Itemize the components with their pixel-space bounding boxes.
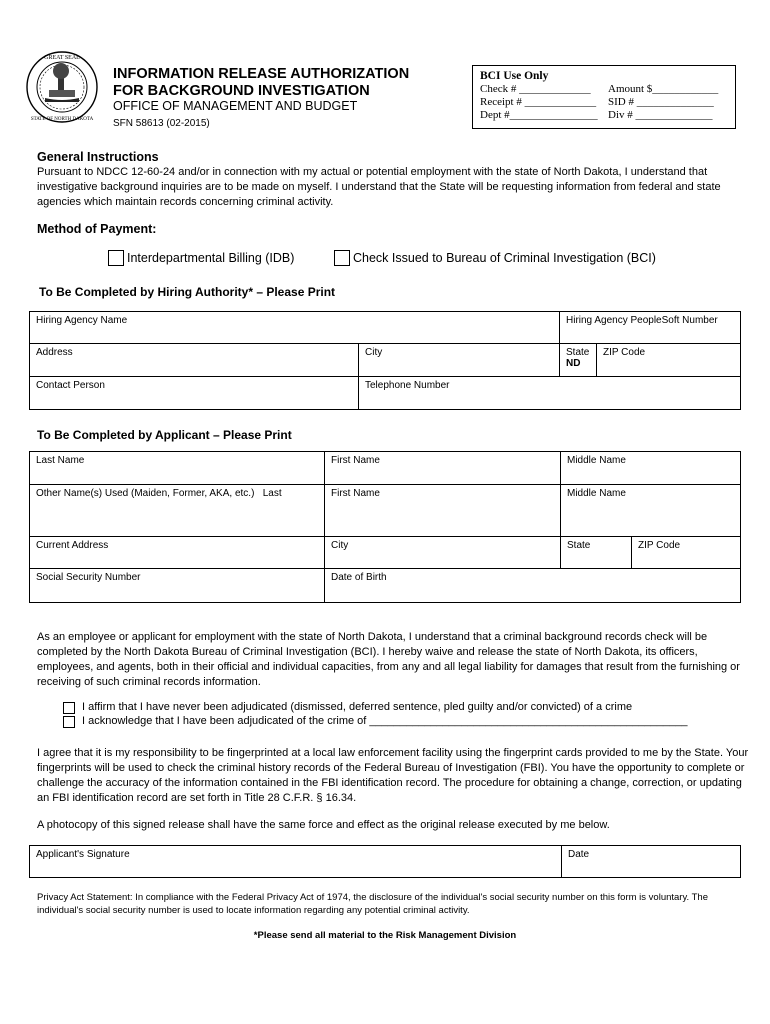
bci-dept-field[interactable]: Dept #________________ (480, 109, 598, 121)
hiring-city-field[interactable]: City (359, 344, 560, 377)
applicant-state-field[interactable]: State (561, 537, 632, 569)
privacy-act-statement: Privacy Act Statement: In compliance with the Federal Privacy Act of 1974, the disclosure of the individual's social security number on this form is voluntary. The individual's social security number is used to locate information regarding any potential criminal activity. (37, 892, 708, 916)
applicant-table (29, 451, 741, 603)
applicant-signature-field[interactable]: Applicant's Signature (30, 846, 562, 878)
office-name: OFFICE OF MANAGEMENT AND BUDGET (113, 99, 358, 113)
bci-check-field[interactable]: Check # _____________ (480, 83, 591, 95)
other-last-label: Last (262, 488, 282, 499)
hiring-authority-table (29, 311, 741, 410)
applicant-middle-name-field[interactable]: Middle Name (561, 452, 741, 485)
hiring-state-field (560, 344, 597, 377)
bci-check-option-label: Check Issued to Bureau of Criminal Investigation (BCI) (353, 251, 656, 265)
contact-person-field[interactable]: Contact Person (30, 377, 359, 410)
bci-sid-field[interactable]: SID # ______________ (608, 96, 714, 108)
hiring-state-label: State (566, 347, 590, 358)
hiring-state-value: ND (566, 358, 581, 369)
fingerprint-paragraph: I agree that it is my responsibility to be fingerprinted at a local law enforcement facility using the fingerprint cards provided to me by the State. Your fingerprints will be used to check the criminal history records of the Federal Bureau of Investigation (FBI). You have the opportunity to complete or challenge the accuracy of the information contained in the FBI identification record. The procedure for obtaining a change, correction, or updating an FBI identification record are set forth in Title 28 C.F.R. § 16.34. (37, 747, 749, 804)
ssn-field[interactable]: Social Security Number (30, 569, 325, 603)
bci-amount-field[interactable]: Amount $____________ (608, 83, 719, 95)
bci-check-checkbox[interactable] (334, 250, 350, 266)
hiring-authority-heading: To Be Completed by Hiring Authority* – Please Print (39, 285, 336, 299)
release-paragraph: As an employee or applicant for employment with the state of North Dakota, I understand that a criminal background records check will be completed by the North Dakota Bureau of Criminal Investigation (BCI). I hereby waive and release the state of North Dakota, its officers, employees, and agents, both in their official and individual capacities, from any and all legal liability for damages that result from the furnishing or receiving of such criminal records information. (37, 631, 740, 688)
hiring-address-field[interactable]: Address (30, 344, 359, 377)
seal-bottom-text: STATE OF NORTH DAKOTA (30, 117, 94, 122)
affirm-adjudicated-checkbox[interactable] (63, 716, 75, 728)
general-instructions-text: Pursuant to NDCC 12-60-24 and/or in connection with my actual or potential employment with the state of North Dakota, I understand that investigative background inquiries are to be made on myself. I understand that the State will be requesting information from federal and state agencies which maintain records concerning criminal activity. (37, 166, 721, 208)
form-number: SFN 58613 (02-2015) (113, 118, 210, 129)
peoplesoft-number-field[interactable]: Hiring Agency PeopleSoft Number (560, 312, 741, 344)
applicant-city-field[interactable]: City (325, 537, 561, 569)
idb-option-label: Interdepartmental Billing (IDB) (127, 251, 295, 265)
bci-heading: BCI Use Only (480, 70, 549, 82)
affirm-never-label: I affirm that I have never been adjudicated (dismissed, deferred sentence, pled guilty and/or convicted) of a crime (82, 701, 633, 713)
bci-div-field[interactable]: Div # ______________ (608, 109, 713, 121)
bci-use-only-box (472, 65, 736, 129)
photocopy-statement: A photocopy of this signed release shall have the same force and effect as the original release executed by me below. (37, 819, 610, 831)
other-middle-name-field[interactable]: Middle Name (561, 485, 741, 537)
other-first-name-field[interactable]: First Name (325, 485, 561, 537)
signature-table (29, 845, 741, 878)
applicant-first-name-field[interactable]: First Name (325, 452, 561, 485)
date-of-birth-field[interactable]: Date of Birth (325, 569, 741, 603)
great-seal-logo (25, 50, 99, 124)
payment-heading: Method of Payment: (37, 222, 157, 236)
form-title-line2: FOR BACKGROUND INVESTIGATION (113, 83, 370, 99)
seal-top-text: GREAT SEAL (44, 55, 80, 61)
current-address-field[interactable]: Current Address (30, 537, 325, 569)
footer-note: *Please send all material to the Risk Management Division (253, 930, 517, 941)
other-names-label: Other Name(s) Used (Maiden, Former, AKA, etc.) (36, 488, 255, 499)
telephone-number-field[interactable]: Telephone Number (359, 377, 741, 410)
idb-checkbox[interactable] (108, 250, 124, 266)
form-title (113, 66, 453, 100)
applicant-last-name-field[interactable]: Last Name (30, 452, 325, 485)
applicant-zip-field[interactable]: ZIP Code (632, 537, 741, 569)
hiring-agency-name-field[interactable]: Hiring Agency Name (30, 312, 560, 344)
signature-date-field[interactable]: Date (562, 846, 741, 878)
general-instructions-heading: General Instructions (37, 150, 159, 164)
hiring-zip-field[interactable]: ZIP Code (597, 344, 741, 377)
applicant-heading: To Be Completed by Applicant – Please Print (37, 428, 292, 442)
other-names-field[interactable] (30, 485, 325, 537)
affirm-never-checkbox[interactable] (63, 702, 75, 714)
bci-receipt-field[interactable]: Receipt # _____________ (480, 96, 597, 108)
form-title-line1: INFORMATION RELEASE AUTHORIZATION (113, 66, 410, 82)
affirm-adjudicated-label: I acknowledge that I have been adjudicated of the crime of ____________________________________________________ (82, 715, 688, 727)
